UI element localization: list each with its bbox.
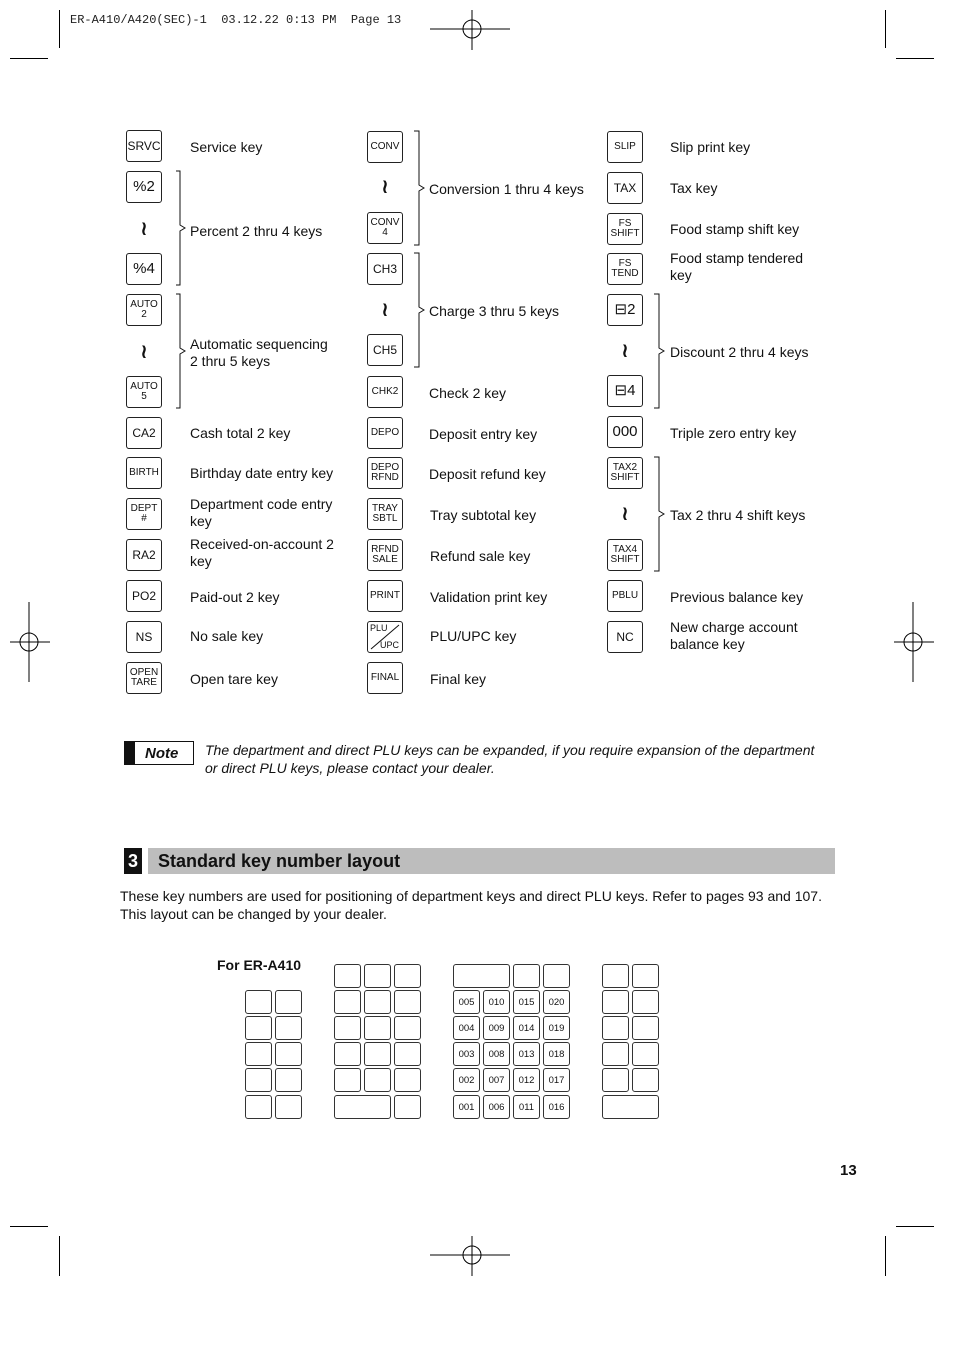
- final-key-label: Final key: [430, 671, 487, 687]
- layout-key: [602, 1042, 629, 1066]
- layout-key: [364, 1068, 391, 1092]
- layout-key: [275, 1095, 302, 1119]
- crop-mark: [10, 1226, 48, 1227]
- dept-key-label: Department code entry key: [190, 496, 333, 529]
- layout-key: [632, 1042, 659, 1066]
- layout-key: [394, 1095, 421, 1119]
- brace-tax-shift: [652, 456, 668, 572]
- pblu-key-label: Previous balance key: [670, 589, 804, 605]
- crop-mark: [59, 1236, 60, 1276]
- ca2-key-label: Cash total 2 key: [190, 425, 291, 441]
- plu-upc-key-label: PLU/UPC key: [430, 628, 517, 644]
- model-label: For ER-A410: [217, 957, 302, 973]
- tax-shift-keys-label: Tax 2 thru 4 shift keys: [670, 507, 806, 523]
- triple-zero-key: 000: [607, 416, 643, 448]
- section-number: 3: [124, 848, 142, 874]
- note-badge-bar: [125, 742, 135, 764]
- fs-shift-key-label: Food stamp shift key: [670, 221, 800, 237]
- tray-sbtl-key: TRAY SBTL: [367, 498, 403, 530]
- auto-5-key: AUTO 5: [126, 376, 162, 408]
- numbered-key: 007: [483, 1068, 510, 1092]
- layout-key: [543, 964, 570, 988]
- numbered-key: 001: [453, 1095, 480, 1119]
- layout-key: [364, 1016, 391, 1040]
- charge-keys-label: Charge 3 thru 5 keys: [429, 303, 559, 319]
- layout-key: [245, 1016, 272, 1040]
- layout-key: [632, 990, 659, 1014]
- note-text: The department and direct PLU keys can be expanded, if you require expansion of the department or direct PLU keys, please contact your dealer.: [205, 742, 815, 776]
- brace-conversion: [412, 130, 428, 246]
- tray-sbtl-key-label: Tray subtotal key: [430, 507, 537, 523]
- plu-upc-key-top: PLU: [370, 623, 388, 633]
- numbered-key: 015: [513, 990, 540, 1014]
- section-body: These key numbers are used for positioning of department keys and direct PLU keys. Refer to pages 93 and 107. This layout can be changed by your dealer.: [120, 888, 822, 922]
- layout-key: [602, 1068, 629, 1092]
- layout-key: [632, 964, 659, 988]
- srvc-key-label: Service key: [190, 139, 263, 155]
- range-tilde: ≀: [381, 176, 389, 198]
- conv-key: CONV: [367, 131, 403, 163]
- registration-mark-left: [8, 602, 52, 682]
- layout-key: [513, 964, 540, 988]
- layout-key: [334, 964, 361, 988]
- registration-mark-right: [892, 602, 936, 682]
- numbered-key: 005: [453, 990, 480, 1014]
- layout-key: [364, 990, 391, 1014]
- crop-mark: [896, 58, 934, 59]
- layout-key: [245, 1042, 272, 1066]
- brace-discount: [652, 293, 668, 409]
- tax2-shift-key: TAX2 SHIFT: [607, 457, 643, 489]
- range-tilde: ≀: [381, 299, 389, 321]
- open-tare-key-label: Open tare key: [190, 671, 278, 687]
- depo-rfnd-key-label: Deposit refund key: [429, 466, 546, 482]
- range-tilde: ≀: [140, 341, 148, 363]
- triple-zero-key-label: Triple zero entry key: [670, 425, 797, 441]
- slip-key-label: Slip print key: [670, 139, 751, 155]
- nc-key-label: New charge account balance key: [670, 619, 798, 652]
- layout-key: [334, 1016, 361, 1040]
- page-number: 13: [840, 1162, 857, 1179]
- discount-keys-label: Discount 2 thru 4 keys: [670, 344, 809, 360]
- tax4-shift-key: TAX4 SHIFT: [607, 539, 643, 571]
- plu-upc-key-bottom: UPC: [379, 639, 399, 650]
- depo-key-label: Deposit entry key: [429, 426, 538, 442]
- depo-key: DEPO: [367, 417, 403, 449]
- print-key: PRINT: [367, 580, 403, 612]
- layout-key: [394, 964, 421, 988]
- numbered-key: 011: [513, 1095, 540, 1119]
- layout-key: [364, 1042, 391, 1066]
- layout-key: [275, 1042, 302, 1066]
- crop-mark: [896, 1226, 934, 1227]
- tax-key-label: Tax key: [670, 180, 718, 196]
- numbered-key: 006: [483, 1095, 510, 1119]
- po2-key: PO2: [126, 580, 162, 612]
- nc-key: NC: [607, 621, 643, 653]
- numbered-key: 016: [543, 1095, 570, 1119]
- layout-key: [245, 990, 272, 1014]
- numbered-key: 003: [453, 1042, 480, 1066]
- numbered-key: 017: [543, 1068, 570, 1092]
- percent-4-key: %4: [126, 253, 162, 285]
- depo-rfnd-key: DEPO RFND: [367, 457, 403, 489]
- numbered-key: 012: [513, 1068, 540, 1092]
- discount-2-key: ⊟2: [607, 294, 643, 326]
- layout-key: [245, 1068, 272, 1092]
- percent-2-key: %2: [126, 171, 162, 203]
- conversion-keys-label: Conversion 1 thru 4 keys: [429, 181, 584, 197]
- numbered-key: 004: [453, 1016, 480, 1040]
- conv-4-key: CONV 4: [367, 212, 403, 244]
- layout-key: [334, 1042, 361, 1066]
- registration-mark-bottom: [430, 1234, 514, 1278]
- brace-charge: [412, 252, 428, 368]
- layout-key: [275, 1068, 302, 1092]
- layout-key: [632, 1016, 659, 1040]
- note-badge: [124, 741, 194, 765]
- print-key-label: Validation print key: [430, 589, 548, 605]
- tax-key: TAX: [607, 172, 643, 204]
- ns-key-label: No sale key: [190, 628, 264, 644]
- birth-key-label: Birthday date entry key: [190, 465, 334, 481]
- layout-key: [364, 964, 391, 988]
- auto-2-key: AUTO 2: [126, 294, 162, 326]
- auto-keys-label: Automatic sequencing 2 thru 5 keys: [190, 336, 328, 369]
- layout-key: [275, 1016, 302, 1040]
- numbered-key: 019: [543, 1016, 570, 1040]
- ra2-key-label: Received-on-account 2 key: [190, 536, 334, 569]
- slip-key: SLIP: [607, 131, 643, 163]
- layout-key: [394, 1068, 421, 1092]
- po2-key-label: Paid-out 2 key: [190, 589, 280, 605]
- birth-key: BIRTH: [126, 457, 162, 489]
- ra2-key: RA2: [126, 539, 162, 571]
- crop-mark: [10, 58, 48, 59]
- registration-mark-top: [430, 8, 514, 52]
- print-header: ER-A410/A420(SEC)-1 03.12.22 0:13 PM Page 13: [70, 13, 402, 27]
- layout-key: [334, 990, 361, 1014]
- layout-key-wide: [453, 964, 510, 988]
- rfnd-sale-key: RFND SALE: [367, 539, 403, 571]
- fs-tend-key-label: Food stamp tendered key: [670, 250, 804, 283]
- layout-key: [245, 1095, 272, 1119]
- layout-key: [602, 1016, 629, 1040]
- numbered-key: 009: [483, 1016, 510, 1040]
- range-tilde: ≀: [621, 503, 629, 525]
- numbered-key: 014: [513, 1016, 540, 1040]
- chk2-key: CHK2: [367, 376, 403, 408]
- ch5-key: CH5: [367, 334, 403, 366]
- brace-auto: [174, 293, 188, 409]
- range-tilde: ≀: [140, 218, 148, 240]
- numbered-key: 002: [453, 1068, 480, 1092]
- layout-key: [394, 990, 421, 1014]
- srvc-key: SRVC: [126, 130, 162, 162]
- layout-key-wide: [334, 1095, 391, 1119]
- numbered-key: 018: [543, 1042, 570, 1066]
- layout-key: [394, 1042, 421, 1066]
- ns-key: NS: [126, 621, 162, 653]
- final-key: FINAL: [367, 662, 403, 694]
- fs-tend-key: FS TEND: [607, 253, 643, 285]
- layout-key: [275, 990, 302, 1014]
- layout-key: [632, 1068, 659, 1092]
- section-title: Standard key number layout: [158, 851, 401, 871]
- plu-upc-key: [367, 621, 403, 653]
- crop-mark: [885, 1236, 886, 1276]
- layout-key: [334, 1068, 361, 1092]
- layout-key: [394, 1016, 421, 1040]
- brace-percent: [174, 170, 188, 286]
- discount-4-key: ⊟4: [607, 375, 643, 407]
- numbered-key: 020: [543, 990, 570, 1014]
- layout-key-wide: [602, 1095, 659, 1119]
- numbered-key: 008: [483, 1042, 510, 1066]
- ca2-key: CA2: [126, 417, 162, 449]
- crop-mark: [59, 10, 60, 48]
- chk2-key-label: Check 2 key: [429, 385, 507, 401]
- crop-mark: [885, 10, 886, 48]
- ch3-key: CH3: [367, 253, 403, 285]
- dept-key: DEPT #: [126, 498, 162, 530]
- pblu-key: PBLU: [607, 580, 643, 612]
- layout-key: [602, 990, 629, 1014]
- range-tilde: ≀: [621, 340, 629, 362]
- layout-key: [602, 964, 629, 988]
- numbered-key: 013: [513, 1042, 540, 1066]
- rfnd-sale-key-label: Refund sale key: [430, 548, 531, 564]
- numbered-key: 010: [483, 990, 510, 1014]
- percent-keys-label: Percent 2 thru 4 keys: [190, 223, 323, 239]
- note-badge-text: Note: [145, 745, 179, 762]
- fs-shift-key: FS SHIFT: [607, 213, 643, 245]
- open-tare-key: OPEN TARE: [126, 662, 162, 694]
